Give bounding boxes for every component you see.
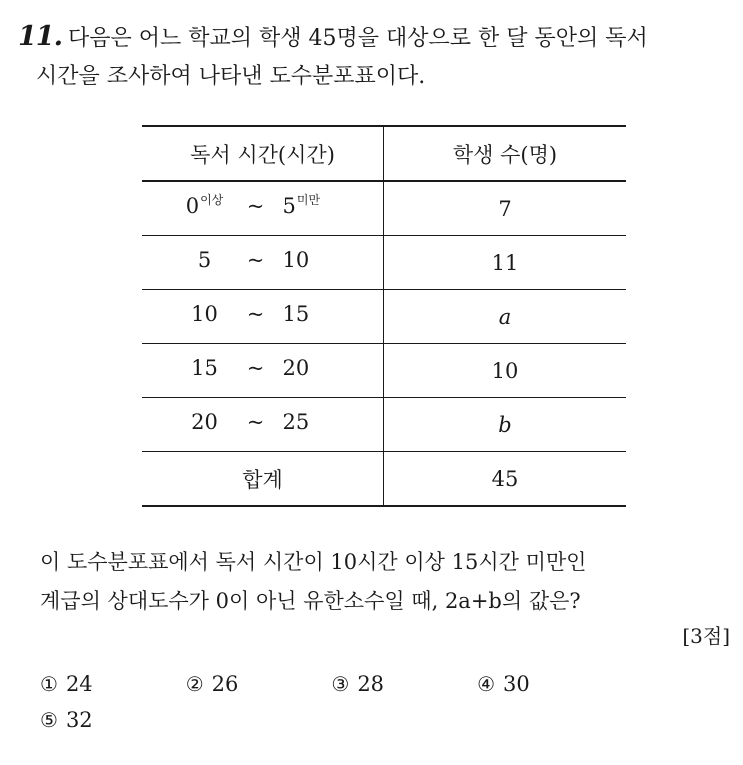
class-interval	[142, 344, 384, 398]
table-row	[142, 181, 626, 236]
frequency-value: 11	[384, 236, 627, 290]
table-row	[142, 344, 626, 398]
choice-4[interactable]	[477, 666, 616, 702]
stem-line-2: 시간을 조사하여 나타낸 도수분포표이다.	[36, 64, 426, 89]
table-row	[142, 290, 626, 344]
choice-1[interactable]	[40, 666, 179, 702]
choice-value: 26	[211, 672, 239, 696]
interval-lower: 15	[191, 356, 218, 380]
frequency-value: 10	[384, 344, 627, 398]
interval-upper-note: 미만	[296, 193, 321, 207]
interval-lower: 5	[197, 248, 212, 272]
choice-mark: ③	[331, 672, 350, 696]
choice-mark: ②	[185, 672, 204, 696]
points-badge: [3점]	[682, 624, 730, 648]
header-student-count: 학생 수(명)	[384, 126, 627, 181]
interval-upper: 5	[282, 194, 296, 218]
choice-3[interactable]	[331, 666, 470, 702]
interval-lower: 10	[191, 302, 218, 326]
table-header-row	[142, 126, 626, 181]
interval-lower: 20	[191, 410, 218, 434]
frequency-value: 7	[384, 181, 627, 236]
problem-number: 11.	[18, 21, 62, 52]
interval-tilde: ~	[246, 410, 265, 434]
interval-upper: 10	[282, 248, 310, 272]
question-line-1: 이 도수분포표에서 독서 시간이 10시간 이상 15시간 미만인	[40, 550, 587, 574]
interval-tilde: ~	[246, 194, 265, 218]
choice-mark: ①	[40, 672, 58, 696]
choice-value: 24	[65, 672, 93, 696]
question-line-2: 계급의 상대도수가 0이 아닌 유한소수일 때, 2a+b의 값은?	[40, 589, 581, 613]
total-value: 45	[384, 452, 627, 507]
choice-value: 32	[65, 708, 93, 732]
interval-tilde: ~	[246, 302, 265, 326]
choice-mark: ⑤	[40, 708, 58, 732]
interval-lower-note: 이상	[200, 193, 224, 207]
total-label: 합계	[142, 452, 384, 507]
answer-choices	[40, 666, 730, 738]
table-total-row	[142, 452, 626, 507]
choice-value: 30	[503, 672, 530, 696]
choice-mark: ④	[477, 672, 495, 696]
interval-tilde: ~	[246, 356, 265, 380]
frequency-table	[142, 125, 626, 507]
class-interval	[142, 181, 384, 236]
class-interval	[142, 290, 384, 344]
stem-line-1: 다음은 어느 학교의 학생 45명을 대상으로 한 달 동안의 독서	[67, 26, 648, 51]
problem-stem	[18, 18, 730, 96]
interval-lower: 0	[185, 194, 200, 218]
interval-upper: 25	[282, 410, 310, 434]
frequency-value: a	[384, 290, 627, 344]
choice-value: 28	[357, 672, 385, 696]
table-row	[142, 236, 626, 290]
interval-upper: 20	[282, 356, 310, 380]
choice-2[interactable]	[186, 666, 325, 702]
interval-tilde: ~	[246, 248, 265, 272]
frequency-value: b	[384, 398, 627, 452]
class-interval	[142, 236, 384, 290]
header-reading-time: 독서 시간(시간)	[142, 126, 384, 181]
interval-upper: 15	[282, 302, 310, 326]
question-text	[40, 543, 730, 621]
class-interval	[142, 398, 384, 452]
table-row	[142, 398, 626, 452]
choice-5[interactable]	[40, 702, 179, 738]
